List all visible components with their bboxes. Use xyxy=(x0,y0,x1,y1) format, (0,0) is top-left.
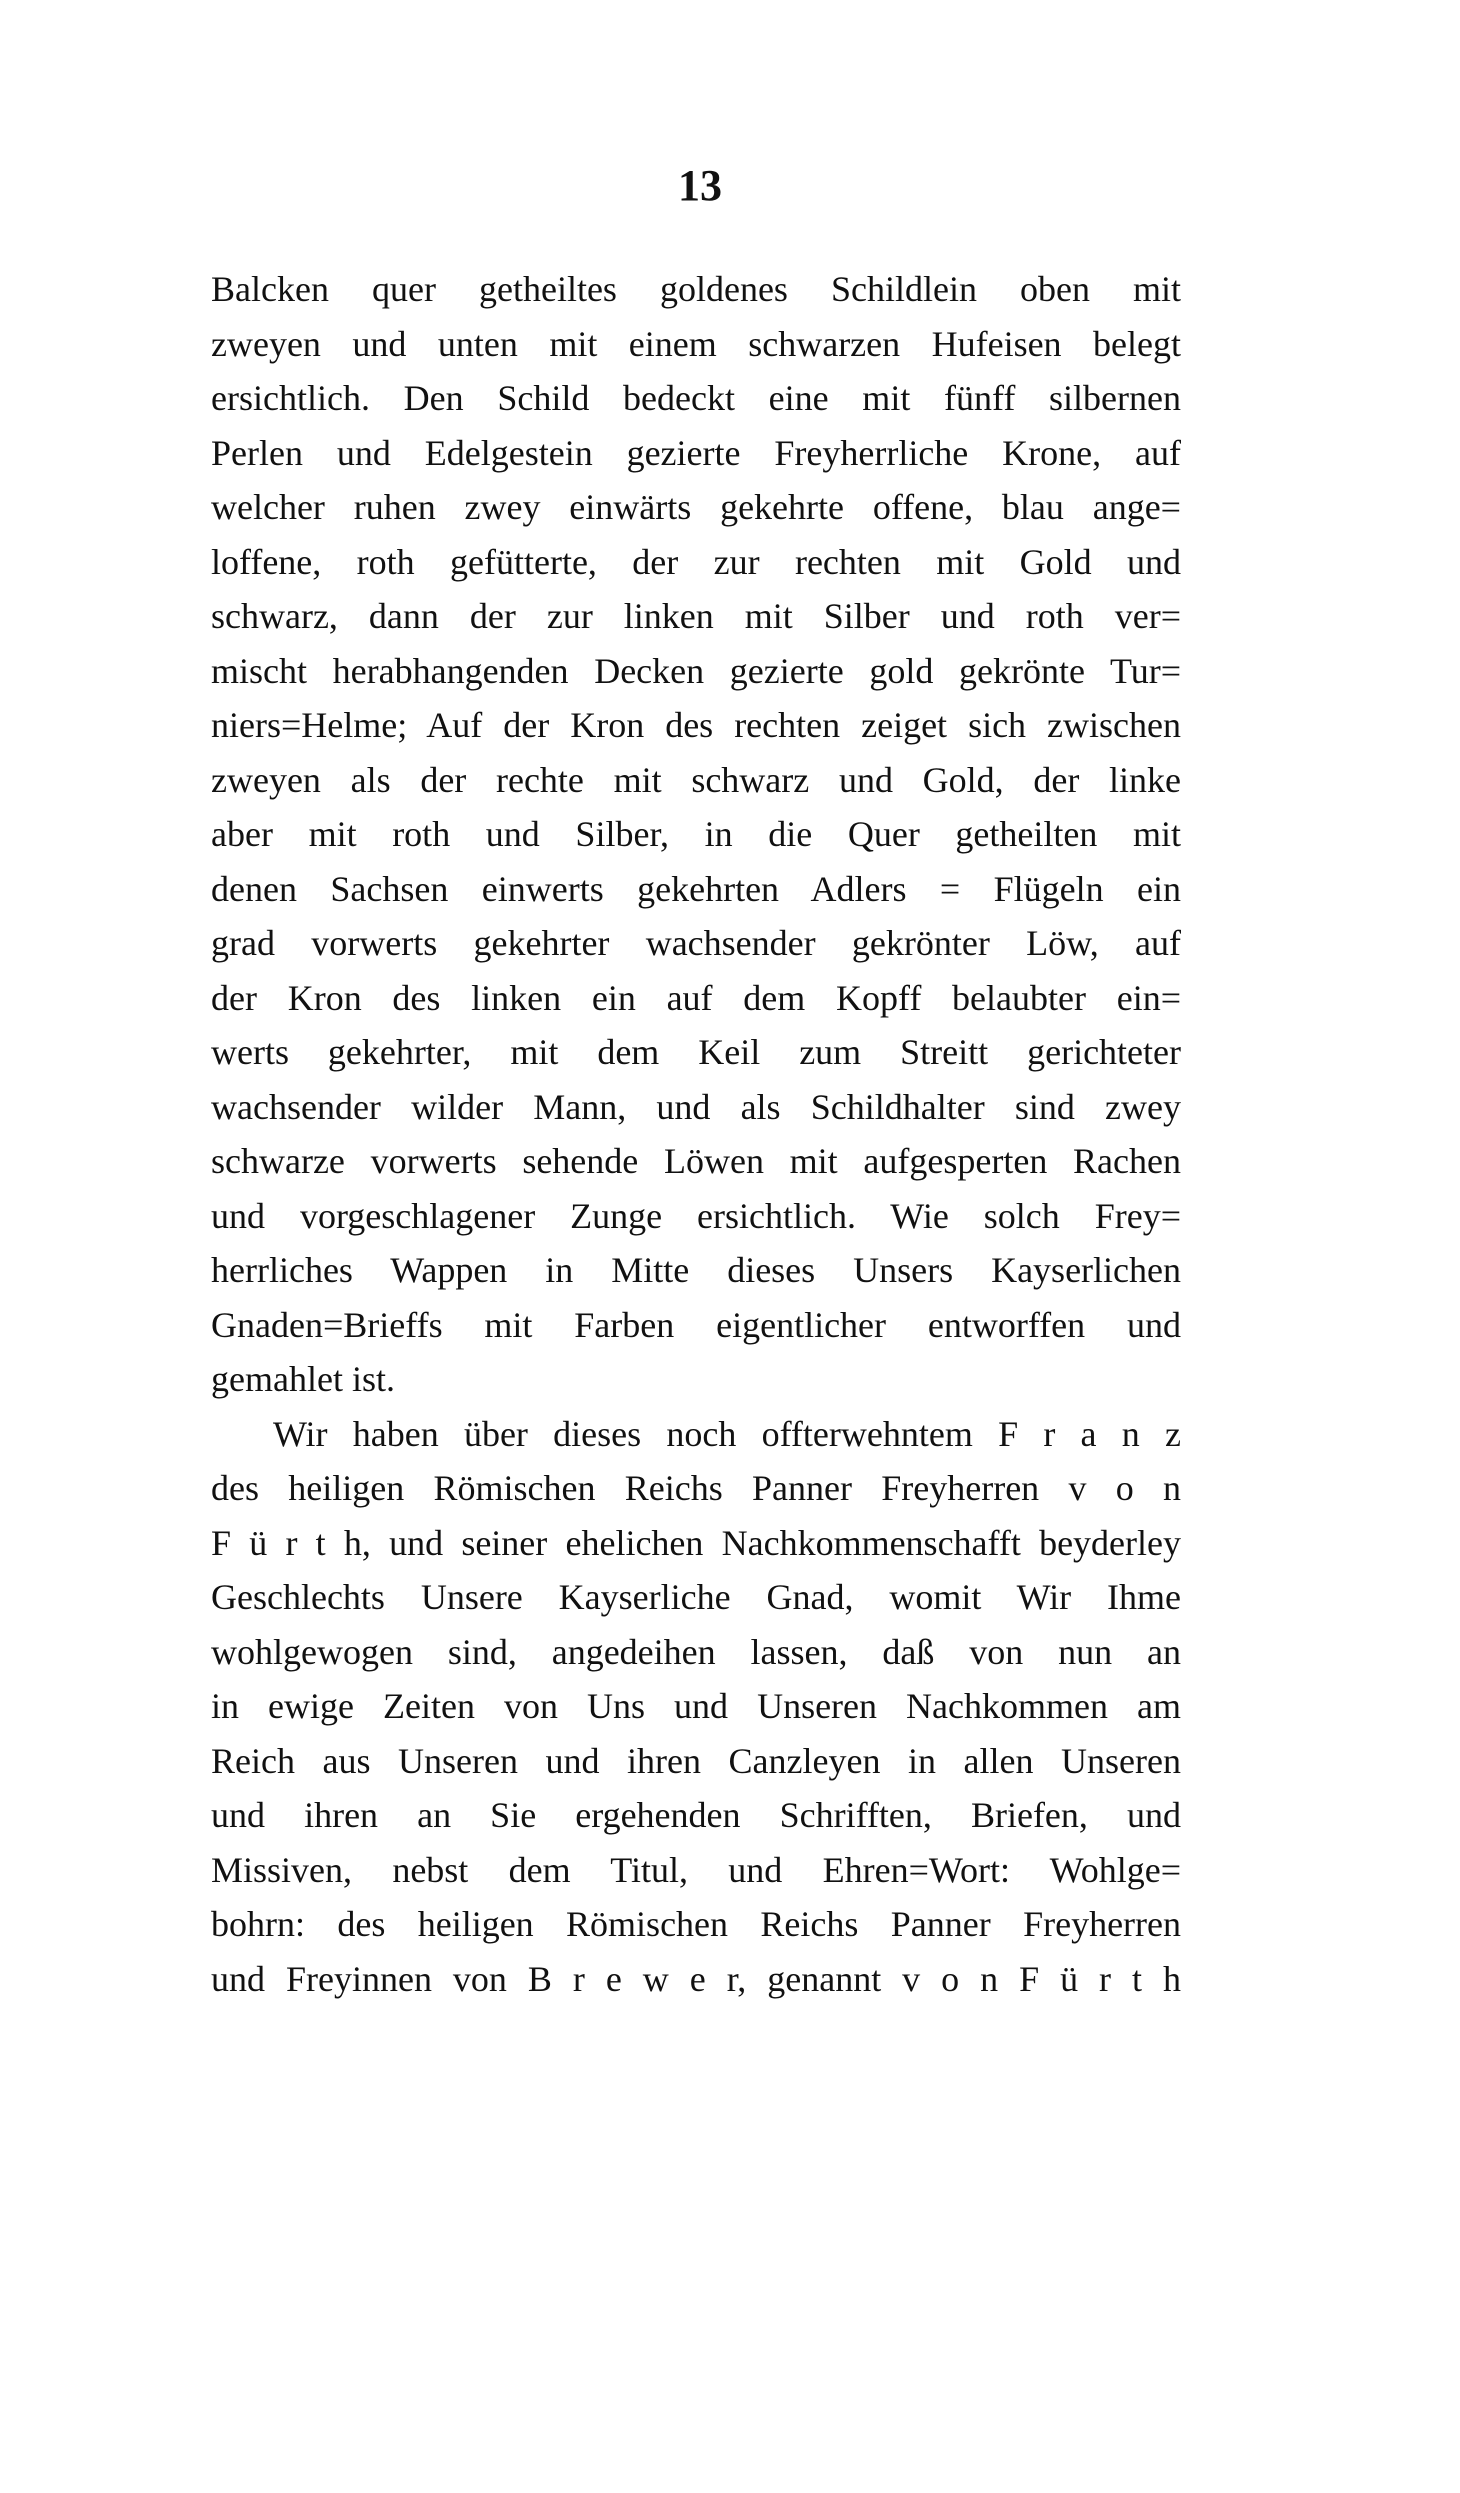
text-line: gemahlet ist. xyxy=(211,1359,395,1399)
text-line: zweyen und unten mit einem schwarzen Hufeisen belegt xyxy=(211,323,1181,364)
text-line: aber mit roth und Silber, in die Quer getheilten mit xyxy=(211,814,1181,854)
text-line: F ü r t h, und seiner ehelichen Nachkommenschafft beyderley xyxy=(211,1522,1181,1563)
text-line: werts gekehrter, mit dem Keil zum Streitt gerichteter xyxy=(211,1032,1181,1072)
text-line: grad vorwerts gekehrter wachsender gekrönter Löw, auf xyxy=(211,923,1181,963)
paragraph-1 xyxy=(211,262,1181,1407)
text-line: Reich aus Unseren und ihren Canzleyen in allen Unseren xyxy=(211,1740,1181,1781)
text-line: mischt herabhangenden Decken gezierte gold gekrönte Tur= xyxy=(211,650,1181,691)
text-line: des heiligen Römischen Reichs Panner Freyherren v o n xyxy=(211,1468,1181,1508)
text-line: Perlen und Edelgestein gezierte Freyherrliche Krone, auf xyxy=(211,432,1181,473)
text-line: Wir haben über dieses noch offterwehntem F r a n z xyxy=(273,1413,1181,1454)
text-line: welcher ruhen zwey einwärts gekehrte offene, blau ange= xyxy=(211,487,1181,527)
text-line: loffene, roth gefütterte, der zur rechten mit Gold und xyxy=(211,541,1181,582)
text-line: und ihren an Sie ergehenden Schrifften, Briefen, und xyxy=(211,1795,1181,1835)
text-line: der Kron des linken ein auf dem Kopff belaubter ein= xyxy=(211,977,1181,1018)
text-line: schwarz, dann der zur linken mit Silber und roth ver= xyxy=(211,596,1181,636)
text-line: Balcken quer getheiltes goldenes Schildlein oben mit xyxy=(211,269,1181,309)
text-line: und vorgeschlagener Zunge ersichtlich. Wie solch Frey= xyxy=(211,1195,1181,1236)
text-line: wachsender wilder Mann, und als Schildhalter sind zwey xyxy=(211,1086,1181,1127)
text-line: Gnaden=Brieffs mit Farben eigentlicher entworffen und xyxy=(211,1304,1181,1345)
body-text xyxy=(211,262,1181,2006)
text-line: schwarze vorwerts sehende Löwen mit aufgesperten Rachen xyxy=(211,1141,1181,1181)
text-line: Geschlechts Unsere Kayserliche Gnad, womit Wir Ihme xyxy=(211,1577,1181,1617)
text-line: wohlgewogen sind, angedeihen lassen, daß von nun an xyxy=(211,1631,1181,1672)
text-line: herrliches Wappen in Mitte dieses Unsers Kayserlichen xyxy=(211,1250,1181,1290)
text-line: bohrn: des heiligen Römischen Reichs Panner Freyherren xyxy=(211,1904,1181,1944)
page-number: 13 xyxy=(678,161,722,210)
text-line: zweyen als der rechte mit schwarz und Gold, der linke xyxy=(211,759,1181,800)
text-line: und Freyinnen von B r e w e r, genannt v o n F ü r t h xyxy=(211,1958,1181,1999)
paragraph-2 xyxy=(211,1407,1181,2007)
text-line: Missiven, nebst dem Titul, und Ehren=Wort: Wohlge= xyxy=(211,1849,1181,1890)
text-line: ersichtlich. Den Schild bedeckt eine mit fünff silbernen xyxy=(211,378,1181,418)
text-line: in ewige Zeiten von Uns und Unseren Nachkommen am xyxy=(211,1686,1181,1726)
text-line: denen Sachsen einwerts gekehrten Adlers = Flügeln ein xyxy=(211,868,1181,909)
text-line: niers=Helme; Auf der Kron des rechten zeiget sich zwischen xyxy=(211,705,1181,745)
